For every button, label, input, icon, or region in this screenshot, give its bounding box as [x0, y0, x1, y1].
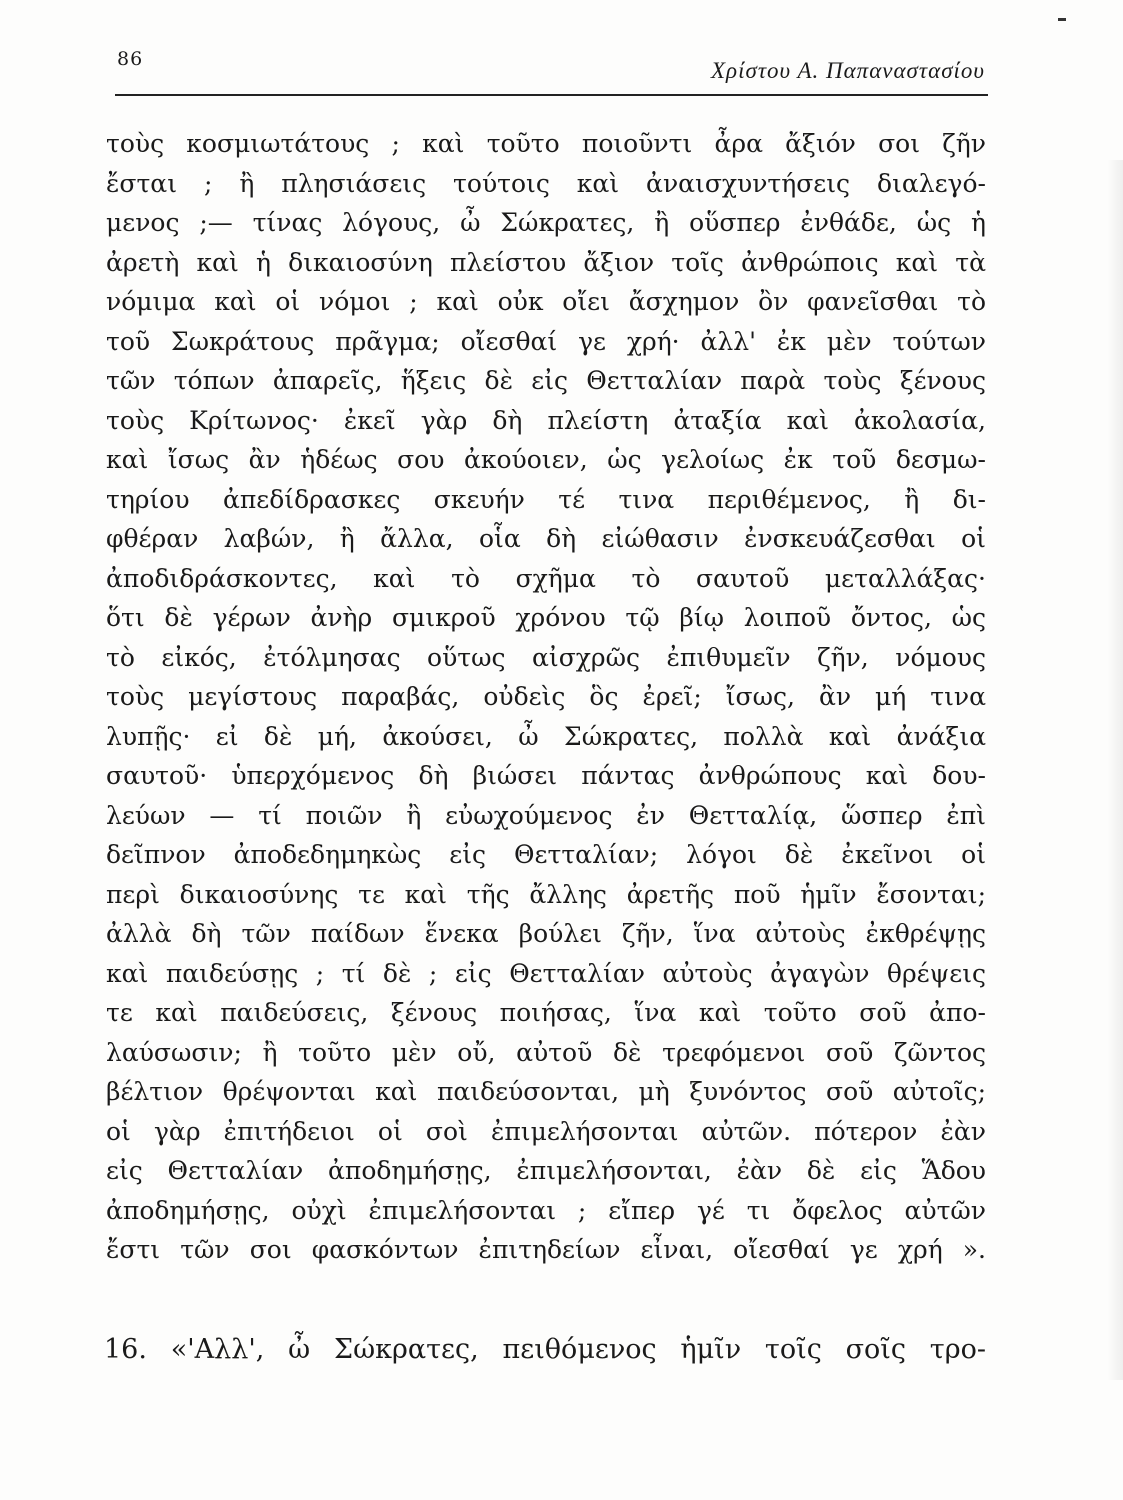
print-mark: [1058, 18, 1066, 21]
text-line: λυπῇς· εἰ δὲ μή, ἀκούσει, ὦ Σώκρατες, πολλὰ καὶ ἀνάξια: [106, 721, 986, 751]
text-line: νόμιμα καὶ οἱ νόμοι ; καὶ οὐκ οἴει ἄσχημον ὂν φανεῖσθαι τὸ: [106, 287, 986, 316]
text-line: τὸ εἰκός, ἐτόλμησας οὕτως αἰσχρῶς ἐπιθυμεῖν ζῆν, νόμους: [106, 642, 986, 672]
running-title: Χρίστου Α. Παπαναστασίου: [711, 58, 985, 83]
text-line: ὅτι δὲ γέρων ἀνὴρ σμικροῦ χρόνου τῷ βίῳ λοιποῦ ὄντος, ὡς: [106, 603, 986, 632]
text-line: τοὺς μεγίστους παραβάς, οὐδεὶς ὃς ἐρεῖ; ἴσως, ἂν μή τινα: [106, 682, 986, 711]
text-line: βέλτιον θρέψονται καὶ παιδεύσονται, μὴ ξυνόντος σοῦ αὐτοῖς;: [106, 1077, 986, 1106]
text-line: ἀποδημήσῃς, οὐχὶ ἐπιμελήσονται ; εἴπερ γέ τι ὄφελος αὐτῶν: [106, 1195, 986, 1225]
text-line: τηρίου ἀπεδίδρασκες σκευήν τέ τινα περιθέμενος, ἢ δι-: [106, 484, 986, 514]
text-line: ἔστι τῶν σοι φασκόντων ἐπιτηδείων εἶναι, οἴεσθαί γε χρή ».: [106, 1235, 986, 1264]
text-line: φθέραν λαβών, ἢ ἄλλα, οἷα δὴ εἰώθασιν ἐνσκευάζεσθαι οἱ: [106, 524, 986, 553]
text-line: ἀποδιδράσκοντες, καὶ τὸ σχῆμα τὸ σαυτοῦ μεταλλάξας·: [106, 563, 986, 593]
page-number: 86: [117, 48, 144, 70]
text-line: ἔσται ; ἢ πλησιάσεις τούτοις καὶ ἀναισχυντήσεις διαλεγό-: [106, 168, 986, 198]
text-line: λαύσωσιν; ἢ τοῦτο μὲν οὔ, αὐτοῦ δὲ τρεφόμενοι σοῦ ζῶντος: [106, 1037, 986, 1067]
text-line: οἱ γὰρ ἐπιτήδειοι οἱ σοὶ ἐπιμελήσονται αὐτῶν. πότερον ἐὰν: [106, 1116, 986, 1146]
text-line: τοὺς Κρίτωνος· ἐκεῖ γὰρ δὴ πλείστη ἀταξία καὶ ἀκολασία,: [106, 405, 986, 435]
text-line: περὶ δικαιοσύνης τε καὶ τῆς ἄλλης ἀρετῆς ποῦ ἡμῖν ἔσονται;: [106, 879, 986, 909]
text-line: τοῦ Σωκράτους πρᾶγμα; οἴεσθαί γε χρή· ἀλλ' ἐκ μὲν τούτων: [106, 326, 986, 356]
text-line: ἀλλὰ δὴ τῶν παίδων ἕνεκα βούλει ζῆν, ἵνα αὐτοὺς ἐκθρέψῃς: [106, 919, 986, 948]
text-line: καὶ ἴσως ἂν ἡδέως σου ἀκούοιεν, ὡς γελοίως ἐκ τοῦ δεσμω-: [106, 445, 986, 474]
text-line: τοὺς κοσμιωτάτους ; καὶ τοῦτο ποιοῦντι ἆρα ἄξιόν σοι ζῆν: [106, 129, 986, 158]
text-line: τῶν τόπων ἀπαρεῖς, ἥξεις δὲ εἰς Θετταλίαν παρὰ τοὺς ξένους: [106, 366, 986, 395]
text-line: καὶ παιδεύσῃς ; τί δὲ ; εἰς Θετταλίαν αὐτοὺς ἀγαγὼν θρέψεις: [106, 958, 986, 988]
text-line: σαυτοῦ· ὑπερχόμενος δὴ βιώσει πάντας ἀνθρώπους καὶ δου-: [106, 761, 986, 790]
text-line: ἀρετὴ καὶ ἡ δικαιοσύνη πλείστου ἄξιον τοῖς ἀνθρώποις καὶ τὰ: [106, 247, 986, 277]
text-line: τε καὶ παιδεύσεις, ξένους ποιήσας, ἵνα καὶ τοῦτο σοῦ ἀπο-: [106, 998, 986, 1027]
text-line: λεύων — τί ποιῶν ἢ εὐωχούμενος ἐν Θετταλίᾳ, ὥσπερ ἐπὶ: [106, 800, 986, 830]
text-line: μενος ;— τίνας λόγους, ὦ Σώκρατες, ἢ οὕσπερ ἐνθάδε, ὡς ἡ: [106, 208, 986, 237]
text-line: δεῖπνον ἀποδεδημηκὼς εἰς Θετταλίαν; λόγοι δὲ ἐκεῖνοι οἱ: [106, 840, 986, 869]
text-line: εἰς Θετταλίαν ἀποδημήσῃς, ἐπιμελήσονται, ἐὰν δὲ εἰς Ἅδου: [106, 1156, 986, 1185]
page-edge-shadow: [1107, 160, 1123, 1380]
header-rule: [115, 94, 988, 96]
section-16-line: 16. «'Αλλ', ὦ Σώκρατες, πειθόμενος ἡμῖν τοῖς σοῖς τρο-: [104, 1334, 986, 1365]
body-text: [106, 124, 986, 1270]
